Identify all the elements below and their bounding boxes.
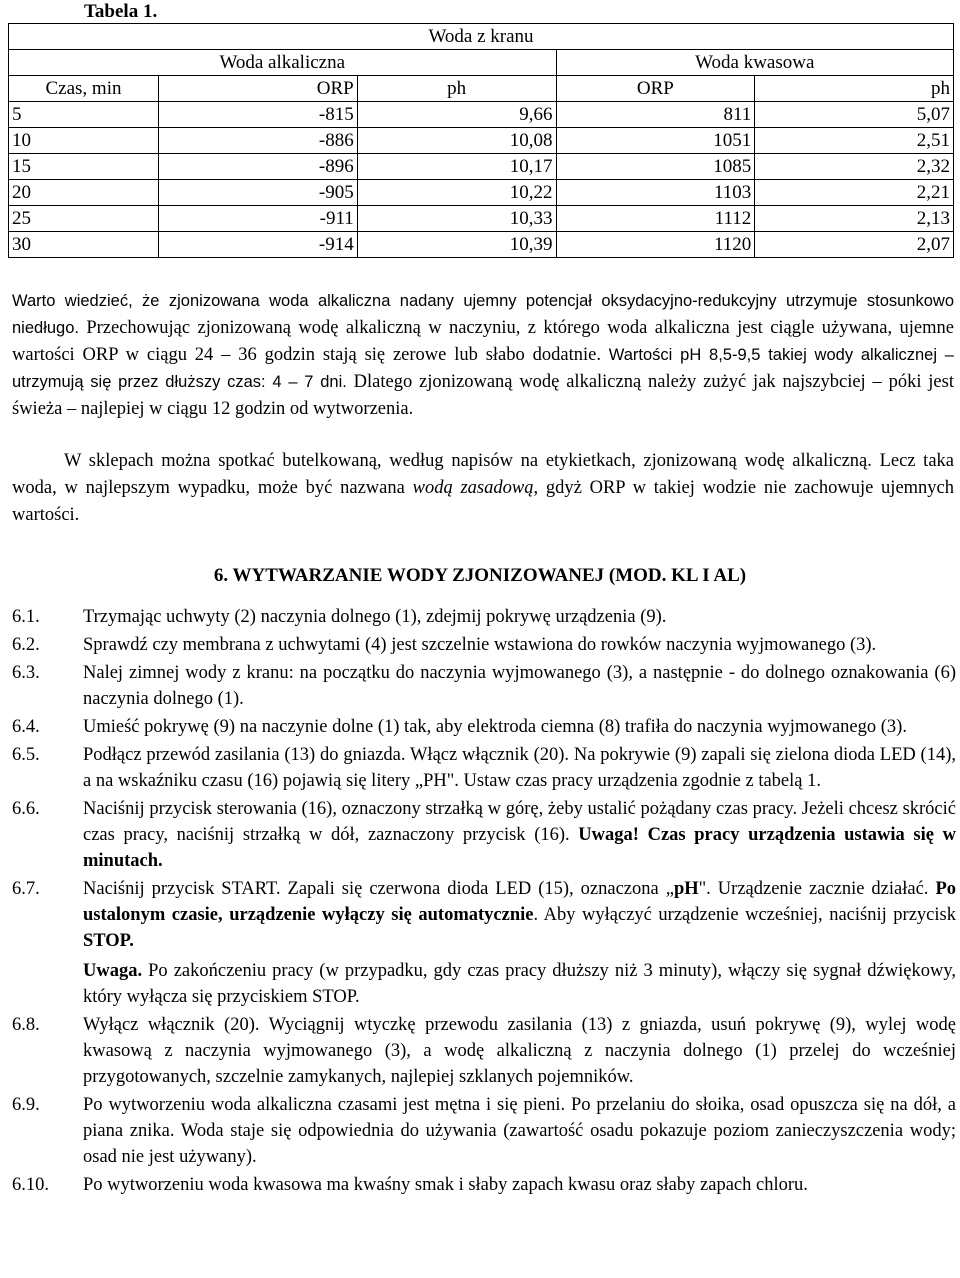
table-row (9, 102, 954, 128)
note (83, 958, 956, 1010)
table-row (9, 206, 954, 232)
table-cell: 1051 (556, 128, 755, 154)
table-cell: 10,39 (357, 232, 556, 258)
list-item (12, 632, 956, 658)
step-text: Naciśnij przycisk sterowania (16), oznaczony strzałką w górę, żeby ustalić pożądany czas pracy. Jeżeli chcesz skrócić czas pracy, naciśnij strzałką w dół, zaznaczony przycisk (16). (83, 799, 956, 845)
column-header: ORP (159, 76, 358, 102)
step-number: 6.6. (12, 799, 40, 819)
table-header-row (9, 50, 954, 76)
table-cell: 2,32 (755, 154, 954, 180)
table-cell: 811 (556, 102, 755, 128)
table-cell: 2,13 (755, 206, 954, 232)
table-cell: 1085 (556, 154, 755, 180)
step-number: 6.3. (12, 663, 40, 683)
table-caption: Tabela 1. (84, 1, 158, 22)
table-cell: 9,66 (357, 102, 556, 128)
step-number: 6.5. (12, 745, 40, 765)
paragraph-text: Wartości pH 8,5-9,5 takiej wody alkalicznej – utrzymują się przez dłuższy czas: 4 – 7 dni. (12, 346, 954, 391)
paragraph-text: Warto wiedzieć, że zjonizowana woda alkaliczna nadany ujemny potencjał oksydacyjno-redukcyjny utrzymuje stosunkowo niedługo. (12, 292, 954, 337)
paragraph-text: Przechowując zjonizowaną wodę alkaliczną w naczyniu, z którego woda alkaliczna jest ciągle używana, ujemne wartości ORP w ciągu 24 – 36 godzin stają się zerowe lub słabo dodatnie. (12, 318, 954, 365)
step-text: Sprawdź czy membrana z uchwytami (4) jest szczelnie wstawiona do rowków naczynia wyjmowanego (3). (83, 635, 877, 655)
step-number: 6.7. (12, 879, 40, 899)
section-heading: 6. WYTWARZANIE WODY ZJONIZOWANEJ (MOD. KL I AL) (213, 565, 747, 586)
column-header: ph (357, 76, 556, 102)
table-cell: 2,51 (755, 128, 954, 154)
column-header: Czas, min (9, 76, 159, 102)
step-text: Umieść pokrywę (9) na naczynie dolne (1) tak, aby elektroda ciemna (8) trafiła do naczynia wyjmowanego (3). (83, 717, 907, 737)
table-cell: 10,08 (357, 128, 556, 154)
note-label: Uwaga. (83, 961, 143, 981)
table-cell: -911 (159, 206, 358, 232)
table-cell: -905 (159, 180, 358, 206)
paragraph-text: , gdyż ORP w takiej wodzie nie zachowuje ujemnych wartości. (12, 478, 955, 525)
header-alkaline-water: Woda alkaliczna (9, 50, 557, 76)
step-number: 6.10. (12, 1175, 49, 1195)
column-header: ph (755, 76, 954, 102)
table-cell: 1103 (556, 180, 755, 206)
table-cell: 10,17 (357, 154, 556, 180)
step-text: Po wytworzeniu woda kwasowa ma kwaśny smak i słaby zapach kwasu oraz słaby zapach chloru. (83, 1175, 808, 1195)
list-item (12, 742, 956, 794)
step-bold-text: pH (673, 879, 699, 899)
paragraph-text: Dlatego zjonizowaną wodę alkaliczną należy zużyć jak najszybciej – póki jest świeża – najlepiej w ciągu 12 godzin od wytworzenia. (12, 372, 954, 419)
table-cell: -886 (159, 128, 358, 154)
step-text: Naciśnij przycisk START. Zapali się czerwona dioda LED (15), oznaczona „ (83, 879, 674, 899)
step-text: Podłącz przewód zasilania (13) do gniazda. Włącz włącznik (20). Na pokrywie (9) zapali się zielona dioda LED (14), a na wskaźniku czasu (16) pojawią się litery „PH". Ustaw czas pracy urządzenia zgodnie z tabelą 1. (83, 745, 956, 791)
step-number: 6.8. (12, 1015, 40, 1035)
header-acid-water: Woda kwasowa (556, 50, 954, 76)
table-cell: 2,07 (755, 232, 954, 258)
info-paragraph-bottled-water (12, 448, 954, 529)
step-bold-text: Po ustalonym czasie, urządzenie wyłączy się automatycznie (83, 879, 956, 925)
list-item (12, 604, 956, 630)
step-bold-text: STOP. (83, 931, 134, 951)
table-cell: -896 (159, 154, 358, 180)
table-row (9, 180, 954, 206)
step-number: 6.2. (12, 635, 40, 655)
table-row (9, 154, 954, 180)
table-cell: 30 (9, 232, 159, 258)
table-cell: 5,07 (755, 102, 954, 128)
table-cell: -815 (159, 102, 358, 128)
table-cell: 1112 (556, 206, 755, 232)
info-paragraph-orp (12, 288, 954, 423)
table-cell: 10,22 (357, 180, 556, 206)
note-text: Po zakończeniu pracy (w przypadku, gdy czas pracy dłuższy niż 3 minuty), włączy się sygnał dźwiękowy, który wyłącza się przyciskiem STOP. (83, 961, 956, 1007)
table-column-header-row (9, 76, 954, 102)
table-cell: 1120 (556, 232, 755, 258)
table-cell: 2,21 (755, 180, 954, 206)
step-number: 6.4. (12, 717, 40, 737)
table-row (9, 232, 954, 258)
step-number: 6.9. (12, 1095, 40, 1115)
step-text: . Aby wyłączyć urządzenie wcześniej, naciśnij przycisk (533, 905, 956, 925)
table-header-row (9, 24, 954, 50)
paragraph-italic-text: wodą zasadową (412, 478, 534, 498)
step-text: ". Urządzenie zacznie działać. (698, 879, 936, 899)
list-item (12, 796, 956, 874)
table-cell: 15 (9, 154, 159, 180)
warning-text: Uwaga! Czas pracy urządzenia ustawia się w minutach. (83, 825, 956, 871)
water-parameters-table (8, 23, 954, 258)
table-cell: 20 (9, 180, 159, 206)
column-header: ORP (556, 76, 755, 102)
steps-list (12, 604, 956, 1200)
step-number: 6.1. (12, 607, 40, 627)
table-cell: -914 (159, 232, 358, 258)
step-text: Po wytworzeniu woda alkaliczna czasami jest mętna i się pieni. Po przelaniu do słoika, osad opuszcza się na dół, a piana znika. Woda staje się odpowiednia do używania (zawartość osadu pokazuje poziom zanieczyszczenia wody; osad nie jest używany). (83, 1095, 956, 1167)
table-cell: 10 (9, 128, 159, 154)
header-tap-water: Woda z kranu (9, 24, 954, 50)
table-row (9, 128, 954, 154)
list-item (12, 1172, 956, 1198)
step-text: Wyłącz włącznik (20). Wyciągnij wtyczkę przewodu zasilania (13) z gniazda, usuń pokrywę (9), wylej wodę kwasową z naczynia wyjmowanego (3), a wodę alkaliczną z naczynia dolnego (1) przelej do wcześniej przygotowanych, szczelnie zamykanych, najlepiej szklanych pojemników. (83, 1015, 956, 1087)
list-item (12, 1092, 956, 1170)
step-text: Trzymając uchwyty (2) naczynia dolnego (1), zdejmij pokrywę urządzenia (9). (83, 607, 667, 627)
list-item (12, 714, 956, 740)
table-cell: 25 (9, 206, 159, 232)
paragraph-text: W sklepach można spotkać butelkowaną, według napisów na etykietkach, zjonizowaną wodę alkaliczną. Lecz taka woda, w najlepszym wypadku, może być nazwana (12, 451, 954, 498)
list-item (12, 1012, 956, 1090)
table-cell: 5 (9, 102, 159, 128)
table-cell: 10,33 (357, 206, 556, 232)
list-item (12, 660, 956, 712)
step-text: Nalej zimnej wody z kranu: na początku do naczynia wyjmowanego (3), a następnie - do dolnego oznakowania (6) naczynia dolnego (1). (83, 663, 956, 709)
list-item (12, 876, 956, 1010)
